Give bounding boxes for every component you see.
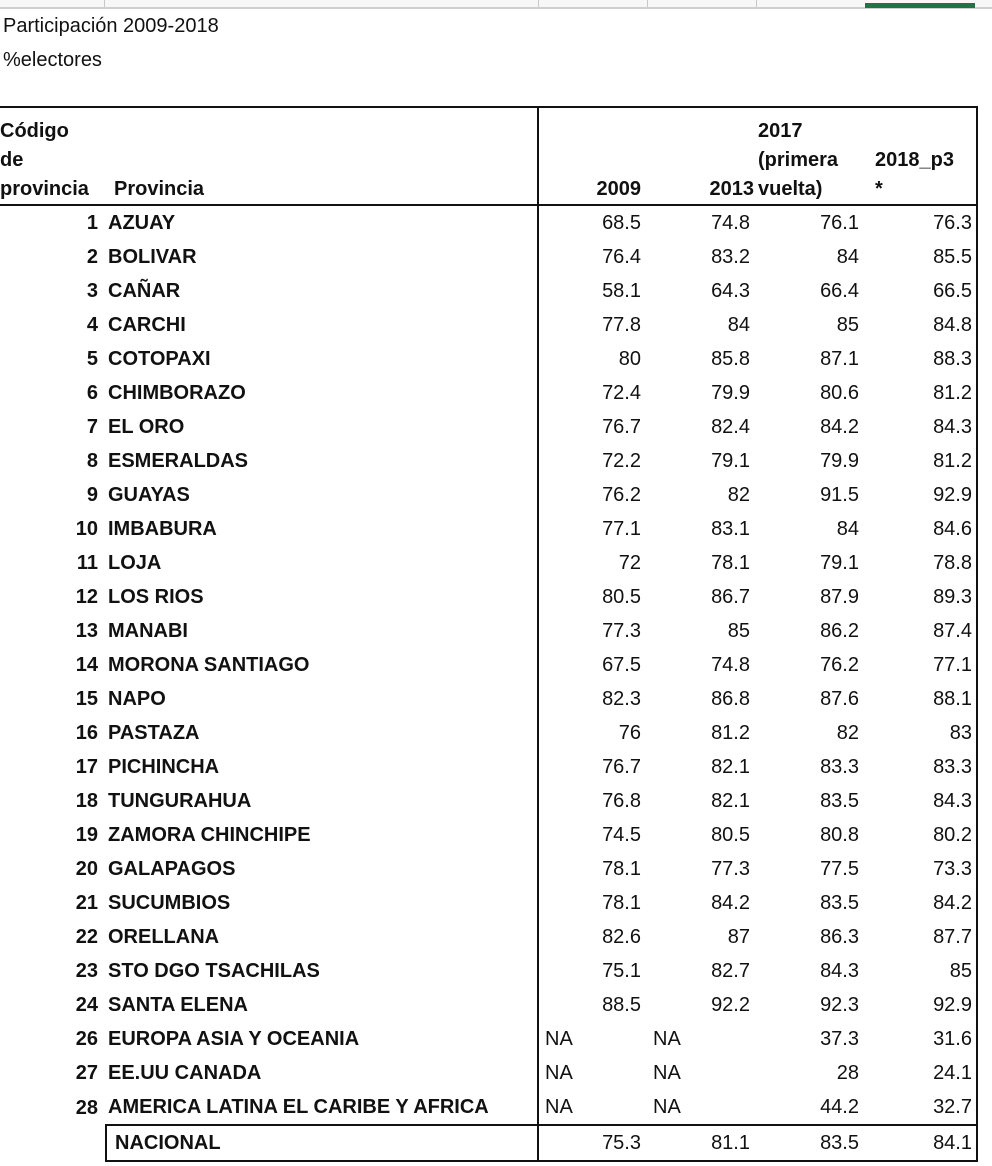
value-2009-cell: 67.5 — [538, 648, 647, 682]
value-2018-cell: 84.8 — [865, 308, 977, 342]
table-row — [0, 410, 977, 444]
value-2018-cell: 85.5 — [865, 240, 977, 274]
value-2017-cell: 28 — [836, 1062, 859, 1084]
spreadsheet-top-strip — [0, 0, 992, 9]
code-cell: 4 — [86, 314, 98, 336]
value-2009-cell: NA — [538, 1090, 647, 1125]
value-2018-cell: 84.3 — [865, 410, 977, 444]
value-2017-cell: 86.2 — [820, 620, 859, 642]
code-cell: 22 — [75, 926, 98, 948]
code-cell: 26 — [75, 1028, 98, 1050]
province-cell: EE.UU CANADA — [108, 1062, 262, 1084]
value-2013-cell: 84 — [727, 314, 750, 336]
value-2013-cell: 74.8 — [711, 654, 750, 676]
value-2009-cell: 72 — [538, 546, 647, 580]
table-row — [0, 886, 977, 920]
column-separator — [647, 0, 648, 7]
value-2018-cell: 89.3 — [865, 580, 977, 614]
value-2017-cell: 84 — [836, 246, 859, 268]
table-row — [0, 274, 977, 308]
value-2018-cell: 84.3 — [865, 784, 977, 818]
table-row — [0, 818, 977, 852]
province-cell: CHIMBORAZO — [108, 382, 246, 404]
value-2013-cell: 86.8 — [711, 688, 750, 710]
header-2018: 2018_p3 * — [865, 107, 977, 205]
province-cell: MORONA SANTIAGO — [108, 654, 310, 676]
value-2009-cell: 74.5 — [538, 818, 647, 852]
value-2017-cell: 80.6 — [820, 382, 859, 404]
total-row — [0, 1125, 977, 1161]
value-2018-cell: 92.9 — [865, 988, 977, 1022]
value-2009-cell: 76.4 — [538, 240, 647, 274]
value-2017-cell: 84 — [836, 518, 859, 540]
value-2018-cell: 80.2 — [865, 818, 977, 852]
code-cell: 11 — [76, 552, 98, 574]
value-2013-cell: NA — [653, 1062, 681, 1084]
code-cell: 18 — [75, 790, 98, 812]
value-2009-cell: 78.1 — [538, 852, 647, 886]
total-code-cell — [0, 1125, 106, 1161]
code-cell: 24 — [75, 994, 98, 1016]
sheet-title: Participación 2009-2018 — [3, 15, 219, 37]
value-2018-cell: 88.1 — [865, 682, 977, 716]
value-2013-cell: 74.8 — [711, 212, 750, 234]
value-2013-cell: 85.8 — [711, 348, 750, 370]
table-row — [0, 308, 977, 342]
table-row — [0, 988, 977, 1022]
code-cell: 10 — [75, 518, 98, 540]
value-2018-cell: 66.5 — [865, 274, 977, 308]
province-cell: LOS RIOS — [108, 586, 204, 608]
table-row — [0, 1022, 977, 1056]
province-cell: COTOPAXI — [108, 348, 211, 370]
table-body — [0, 205, 977, 1161]
value-2018-cell: 24.1 — [865, 1056, 977, 1090]
value-2013-cell: 92.2 — [711, 994, 750, 1016]
province-cell: MANABI — [108, 620, 188, 642]
value-2018-cell: 87.4 — [865, 614, 977, 648]
table-row — [0, 342, 977, 376]
value-2018-cell: 92.9 — [865, 478, 977, 512]
value-2018-cell: 87.7 — [865, 920, 977, 954]
value-2018-cell: 31.6 — [865, 1022, 977, 1056]
total-2013-cell: 81.1 — [647, 1125, 756, 1161]
code-cell: 27 — [75, 1062, 98, 1084]
table-header-row — [0, 107, 977, 205]
value-2009-cell: 75.1 — [538, 954, 647, 988]
value-2017-cell: 87.6 — [820, 688, 859, 710]
total-2017-cell: 83.5 — [756, 1125, 865, 1161]
column-separator — [104, 0, 105, 7]
table-row — [0, 512, 977, 546]
value-2017-cell: 66.4 — [820, 280, 859, 302]
table-row — [0, 546, 977, 580]
value-2018-cell: 83.3 — [865, 750, 977, 784]
value-2009-cell: 76.2 — [538, 478, 647, 512]
value-2009-cell: 80.5 — [538, 580, 647, 614]
table-row — [0, 682, 977, 716]
value-2017-cell: 84.3 — [820, 960, 859, 982]
value-2009-cell: NA — [538, 1022, 647, 1056]
table-row — [0, 478, 977, 512]
province-cell: AZUAY — [108, 212, 176, 234]
sheet-subtitle: %electores — [3, 49, 102, 71]
value-2009-cell: 76.7 — [538, 750, 647, 784]
value-2017-cell: 84.2 — [820, 416, 859, 438]
column-separator — [538, 0, 539, 7]
value-2013-cell: 82.1 — [711, 790, 750, 812]
value-2017-cell: 37.3 — [820, 1028, 859, 1050]
code-cell: 19 — [75, 824, 98, 846]
value-2013-cell: 82.4 — [711, 416, 750, 438]
table-row — [0, 750, 977, 784]
value-2017-cell: 82 — [836, 722, 859, 744]
value-2009-cell: 80 — [538, 342, 647, 376]
province-cell: ORELLANA — [108, 926, 220, 948]
value-2009-cell: NA — [538, 1056, 647, 1090]
column-separator — [756, 0, 757, 7]
value-2018-cell: 32.7 — [865, 1090, 977, 1125]
table-row — [0, 648, 977, 682]
value-2009-cell: 58.1 — [538, 274, 647, 308]
value-2017-cell: 79.9 — [820, 450, 859, 472]
table-row — [0, 920, 977, 954]
value-2013-cell: 79.9 — [711, 382, 750, 404]
value-2013-cell: 87 — [727, 926, 750, 948]
header-province: Provincia — [106, 107, 538, 205]
province-cell: GUAYAS — [108, 484, 190, 506]
value-2017-cell: 76.2 — [820, 654, 859, 676]
value-2013-cell: 81.2 — [711, 722, 750, 744]
table-row — [0, 1056, 977, 1090]
table-row — [0, 444, 977, 478]
value-2013-cell: 79.1 — [711, 450, 750, 472]
code-cell: 5 — [86, 348, 98, 370]
header-2009: 2009 — [538, 107, 647, 205]
value-2018-cell: 85 — [865, 954, 977, 988]
table-row — [0, 954, 977, 988]
province-cell: CARCHI — [108, 314, 186, 336]
value-2017-cell: 92.3 — [820, 994, 859, 1016]
value-2018-cell: 76.3 — [865, 205, 977, 240]
value-2013-cell: 64.3 — [711, 280, 750, 302]
value-2018-cell: 81.2 — [865, 444, 977, 478]
value-2009-cell: 76 — [538, 716, 647, 750]
province-cell: STO DGO TSACHILAS — [108, 960, 320, 982]
value-2017-cell: 77.5 — [820, 858, 859, 880]
value-2017-cell: 44.2 — [820, 1096, 859, 1118]
value-2013-cell: 85 — [727, 620, 750, 642]
code-cell: 2 — [86, 246, 98, 268]
total-2018-cell: 84.1 — [865, 1125, 977, 1161]
value-2017-cell: 85 — [836, 314, 859, 336]
header-code: Código de provincia — [0, 107, 106, 205]
table-row — [0, 784, 977, 818]
value-2018-cell: 81.2 — [865, 376, 977, 410]
code-cell: 23 — [75, 960, 98, 982]
table-row — [0, 852, 977, 886]
participation-table — [0, 106, 978, 1162]
value-2013-cell: 83.2 — [711, 246, 750, 268]
value-2018-cell: 88.3 — [865, 342, 977, 376]
table-row — [0, 376, 977, 410]
value-2009-cell: 77.8 — [538, 308, 647, 342]
value-2009-cell: 78.1 — [538, 886, 647, 920]
value-2013-cell: 82.1 — [711, 756, 750, 778]
value-2013-cell: 80.5 — [711, 824, 750, 846]
province-cell: AMERICA LATINA EL CARIBE Y AFRICA — [108, 1096, 489, 1118]
province-cell: IMBABURA — [108, 518, 217, 540]
header-2013: 2013 — [647, 107, 756, 205]
table-row — [0, 614, 977, 648]
selected-cell-indicator — [865, 3, 975, 8]
code-cell: 15 — [75, 688, 98, 710]
table-row — [0, 240, 977, 274]
value-2013-cell: 77.3 — [711, 858, 750, 880]
value-2009-cell: 77.3 — [538, 614, 647, 648]
value-2009-cell: 88.5 — [538, 988, 647, 1022]
value-2018-cell: 77.1 — [865, 648, 977, 682]
code-cell: 7 — [86, 416, 98, 438]
code-cell: 3 — [86, 280, 98, 302]
value-2017-cell: 80.8 — [820, 824, 859, 846]
province-cell: SANTA ELENA — [108, 994, 248, 1016]
table-row — [0, 716, 977, 750]
value-2017-cell: 87.9 — [820, 586, 859, 608]
total-2009-cell: 75.3 — [538, 1125, 647, 1161]
province-cell: NAPO — [108, 688, 166, 710]
code-cell: 12 — [75, 586, 98, 608]
value-2013-cell: NA — [653, 1028, 681, 1050]
code-cell: 13 — [75, 620, 98, 642]
value-2013-cell: 78.1 — [711, 552, 750, 574]
value-2018-cell: 83 — [865, 716, 977, 750]
province-cell: EUROPA ASIA Y OCEANIA — [108, 1028, 360, 1050]
code-cell: 28 — [75, 1096, 98, 1119]
province-cell: CAÑAR — [108, 280, 181, 302]
value-2009-cell: 72.4 — [538, 376, 647, 410]
value-2017-cell: 91.5 — [820, 484, 859, 506]
province-cell: SUCUMBIOS — [108, 892, 231, 914]
value-2013-cell: 84.2 — [711, 892, 750, 914]
province-cell: GALAPAGOS — [108, 858, 236, 880]
value-2013-cell: 83.1 — [711, 518, 750, 540]
province-cell: BOLIVAR — [108, 246, 197, 268]
code-cell: 21 — [75, 892, 98, 914]
code-cell: 16 — [75, 722, 98, 744]
value-2017-cell: 83.5 — [820, 892, 859, 914]
value-2013-cell: 82.7 — [711, 960, 750, 982]
province-cell: PASTAZA — [108, 722, 200, 744]
value-2018-cell: 73.3 — [865, 852, 977, 886]
code-cell: 1 — [86, 212, 98, 234]
code-cell: 20 — [75, 858, 98, 880]
province-cell: PICHINCHA — [108, 756, 220, 778]
value-2009-cell: 82.6 — [538, 920, 647, 954]
province-cell: TUNGURAHUA — [108, 790, 252, 812]
value-2009-cell: 76.7 — [538, 410, 647, 444]
value-2018-cell: 78.8 — [865, 546, 977, 580]
value-2009-cell: 76.8 — [538, 784, 647, 818]
province-cell: ESMERALDAS — [108, 450, 249, 472]
value-2013-cell: 82 — [727, 484, 750, 506]
code-cell: 6 — [86, 382, 98, 404]
value-2009-cell: 68.5 — [538, 205, 647, 240]
header-2017: 2017 (primera vuelta) — [756, 107, 865, 205]
value-2017-cell: 79.1 — [820, 552, 859, 574]
code-cell: 17 — [75, 756, 98, 778]
code-cell: 8 — [86, 450, 98, 472]
value-2009-cell: 77.1 — [538, 512, 647, 546]
province-cell: EL ORO — [108, 416, 185, 438]
total-province-cell: NACIONAL — [106, 1125, 538, 1161]
value-2017-cell: 76.1 — [820, 212, 859, 234]
value-2009-cell: 72.2 — [538, 444, 647, 478]
value-2009-cell: 82.3 — [538, 682, 647, 716]
value-2017-cell: 83.3 — [820, 756, 859, 778]
value-2013-cell: 86.7 — [711, 586, 750, 608]
value-2018-cell: 84.2 — [865, 886, 977, 920]
value-2017-cell: 83.5 — [820, 790, 859, 812]
value-2017-cell: 86.3 — [820, 926, 859, 948]
table-row — [0, 205, 977, 240]
table-row — [0, 580, 977, 614]
value-2018-cell: 84.6 — [865, 512, 977, 546]
province-cell: ZAMORA CHINCHIPE — [108, 824, 311, 846]
value-2013-cell: NA — [653, 1096, 681, 1118]
province-cell: LOJA — [108, 552, 162, 574]
code-cell: 9 — [86, 484, 98, 506]
table-row — [0, 1090, 977, 1125]
code-cell: 14 — [75, 654, 98, 676]
value-2017-cell: 87.1 — [820, 348, 859, 370]
